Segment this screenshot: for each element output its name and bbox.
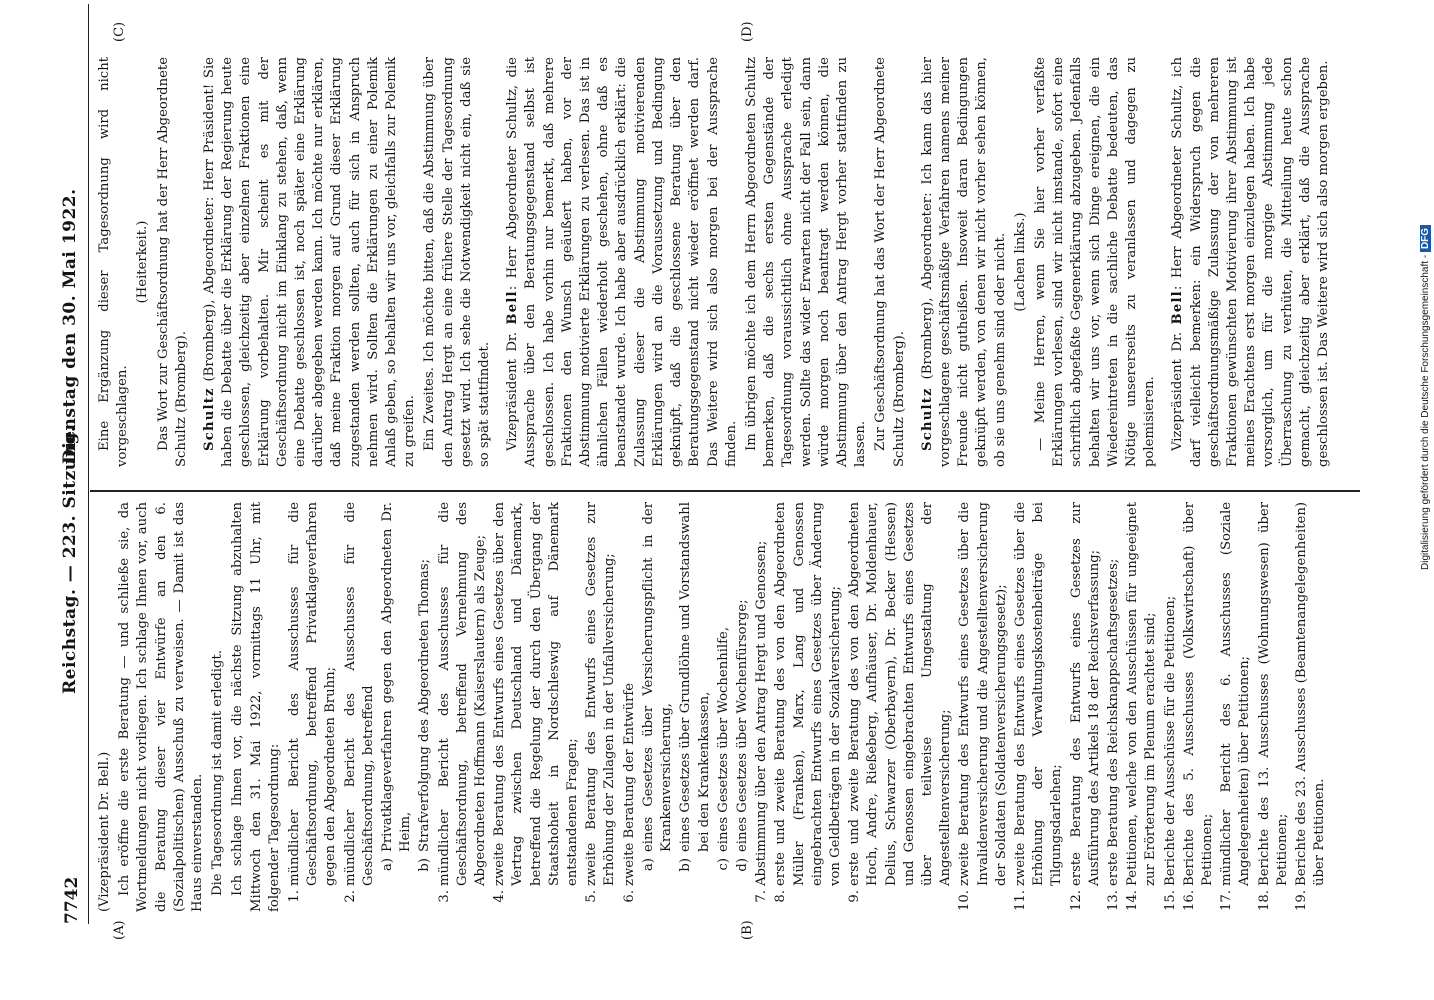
agenda-item-number: 1. <box>287 890 303 903</box>
margin-marker-d: (D) <box>740 21 755 42</box>
agenda-item <box>677 502 713 912</box>
agenda-item-number: 2. <box>342 890 358 903</box>
agenda-item-number: 7. <box>754 890 770 903</box>
agenda-item-text: mündlicher Bericht des 6. Ausschusses (Soziale Angelegenheiten) über Petitionen; <box>1219 502 1253 886</box>
agenda-item-text: Berichte des 23. Ausschusses (Beamtenangelegenheiten) über Petitionen. <box>1294 502 1328 886</box>
paragraph: Das Wort zur Geschäftsordnung hat der Herr Abgeordnete Schultz (Bromberg). <box>155 57 189 467</box>
agenda-item-number: 15. <box>1162 890 1178 911</box>
session-date: Dienstag den 30. Mai 1922. <box>60 188 80 464</box>
agenda-item <box>753 502 771 912</box>
agenda-item-text: zweite Beratung des Entwurfs eines Gesetzes zur Erhöhung der Zulagen in der Unfallversicherung; <box>584 502 618 886</box>
agenda-item <box>491 502 582 912</box>
paragraph: Ein Zweites. Ich möchte bitten, daß die Abstimmung über den Antrag Hergt an eine frühere Stelle der Tagesordnung gesetzt wird. Ich sehe die Notwendigkeit nicht ein, daß sie so spät stattfindet. <box>422 57 493 467</box>
left-column <box>96 502 1330 912</box>
agenda-item-text: eines Gesetzes über Wochenfürsorge; <box>734 599 750 852</box>
agenda-item-number: 10. <box>957 890 973 911</box>
speech-text: : Herr Abgeordneter Schultz, ich darf vielleicht bemerken: ein Widerspruch gegen die geschäftsordnungsmäßige Zulassung der von mehreren Fraktionen gewünschten Motivierung ihrer Abstimmung ist meines Erachtens erst morgen einzulegen haben. Ich habe vorsorglich, um für die morgige Abstimmung jede Überraschung zu verhüten, die Mitteilung heute schon gemacht, gleichzeitig aber erklärt, daß die Aussprache geschlossen ist. Das Weitere wird sich also morgen ergeben. <box>1170 57 1331 467</box>
speaker-name: Bell <box>505 290 521 325</box>
agenda-item-number: c) <box>715 858 731 871</box>
paragraph: — Meine Herren, wenn Sie hier vorher verfaßte Erklärungen vorlesen, sind wir nicht imstande, sofort eine schriftlich abgefaßte Gegenerklärung abzugeben. Jedenfalls behalten wir uns vor, wenn sich Dinge ereignen, die ein Wiedereintreten in die sachliche Debatte bedeuten, das Nötige unsererseits zu veranlassen und dagegen zu polemisieren. <box>1032 57 1158 467</box>
interjection: (Heiterkeit.) <box>135 220 151 304</box>
speaker-name: Bell <box>1170 290 1186 325</box>
agenda-item-number: 14. <box>1125 890 1141 911</box>
agenda-item-number: b) <box>678 858 694 872</box>
agenda-item-number: 16. <box>1181 890 1197 911</box>
agenda-item-text: Berichte des 13. Ausschusses (Wohnungswesen) über Petitionen; <box>1256 502 1290 886</box>
agenda-item <box>1218 502 1254 912</box>
agenda-item <box>286 502 341 912</box>
agenda-item <box>1068 502 1104 912</box>
agenda-item-text: Berichte des 5. Ausschusses (Volkswirtschaft) über Petitionen; <box>1181 502 1215 886</box>
agenda-item-number: 3. <box>436 890 452 903</box>
paragraph: Zur Geschäftsordnung hat das Wort der Herr Abgeordnete Schultz (Bromberg). <box>873 57 907 467</box>
speaker-title: Vizepräsident Dr. <box>1170 324 1186 451</box>
agenda-item-number: 9. <box>847 890 863 903</box>
agenda-item-text: mündlicher Bericht des Ausschusses für die Geschäftsordnung, betreffend Vernehmung des Abgeordneten Hoffmann (Kaiserslautern) als Zeuge; <box>436 502 489 886</box>
header-rule <box>88 4 89 924</box>
dfg-logo: DFG <box>1420 225 1431 252</box>
speaker-name: Schultz <box>202 387 218 451</box>
paragraph: Eine Ergänzung dieser Tagesordnung wird nicht vorgeschlagen. <box>97 57 131 467</box>
agenda-item-text: zweite Beratung des Entwurfs eines Gesetzes über die Erhöhung der Verwaltungskostenbeiträge bei Tilgungsdarlehen; <box>1012 502 1065 886</box>
agenda-item-text: zweite Beratung des Entwurfs eines Gesetzes über die Invalidenversicherung und die Angestelltenversicherung der Soldaten (Soldatenversicherungsgesetz); <box>957 502 1009 886</box>
agenda-item <box>772 502 845 912</box>
agenda-item-number: a) <box>380 858 396 872</box>
speech-text: : Herr Abgeordneter Schultz, die Aussprache über den Beratungsgegenstand selbst ist geschlossen. Ich habe vorhin nur bemerkt, daß mehrere Fraktionen den Wunsch geäußert haben, vor der Abstimmung motivierte Erklärungen zu verlesen. Das ist in ähnlichen Fällen wiederholt geschehen, ohne daß es beanstandet wurde. Ich habe aber ausdrücklich erklärt: die Zulassung dieser die Abstimmung motivierenden Erklärungen wird an die Voraussetzung und Bedingung geknüpft, daß die geschlossene Beratung über den Beratungsgegenstand nicht wieder eröffnet werden darf. Das Weitere wird sich also morgen bei der Aussprache finden. <box>505 57 739 467</box>
agenda-item <box>956 502 1011 912</box>
agenda-item <box>583 502 619 912</box>
agenda-item-text: erste und zweite Beratung des von den Abgeordneten Müller (Franken), Marx, Lang und Genossen eingebrachten Entwurfs eines Gesetzes über Änderung von Geldbeträgen in der Sozialversicherung; <box>773 502 843 886</box>
agenda-item-text: zweite Beratung der Entwürfe <box>621 682 637 886</box>
agenda-item-number: 13. <box>1105 890 1121 911</box>
agenda-item <box>436 502 491 912</box>
speech-text: (Bromberg), Abgeordneter: Herr Präsident! Sie haben die Debatte über die Erklärung der Regierung heute geschlossen, gleichzeitig aber einzelnen Fraktionen eine Erklärung vorbehalten. Mir scheint es mit der Geschäftsordnung nicht im Einklang zu stehen, daß, wenn eine Debatte geschlossen ist, noch später eine Erklärung darüber abgegeben werden kann. Ich möchte nur erklären, daß meine Fraktion morgen auf Grund dieser Erklärung zugestanden werden sollten, auch für sich in Anspruch nehmen wird. Sollten die Erklärungen zu einer Polemik Anlaß geben, so behalten wir uns vor, gleichfalls zur Polemik zu greifen. <box>202 57 418 467</box>
speech-bell <box>1169 57 1333 467</box>
agenda-item <box>1012 502 1067 912</box>
margin-marker-b: (B) <box>740 920 755 940</box>
agenda-item-number: 19. <box>1294 890 1309 911</box>
agenda-item-text: Petitionen, welche von den Ausschüssen für ungeeignet zur Erörterung im Plenum erachtet sind; <box>1125 502 1159 886</box>
agenda-item-number: 6. <box>621 890 637 903</box>
agenda-item <box>715 502 733 912</box>
agenda-item <box>1105 502 1123 912</box>
agenda-item-number: 11. <box>1012 890 1028 911</box>
agenda-item-text: mündlicher Bericht des Ausschusses für die Geschäftsordnung, betreffend <box>342 502 376 886</box>
agenda-item <box>379 502 415 912</box>
agenda-item <box>1124 502 1160 912</box>
agenda-item-text: zweite Beratung des Entwurfs eines Gesetzes über den Vertrag zwischen Deutschland und Dänemark, betreffend die Regelung der durch den Übergang der Staatshoheit in Nordschleswig auf Dänemark entstandenen Fragen; <box>492 502 581 886</box>
margin-marker-c: (C) <box>112 21 127 42</box>
agenda-item <box>1293 502 1329 912</box>
paragraph: Ich schlage Ihnen vor, die nächste Sitzung abzuhalten Mittwoch den 31. Mai 1922, vormittags 11 Uhr, mit folgender Tagesordnung: <box>230 502 282 912</box>
agenda-item-text: eines Gesetzes über Grundlöhne und Vorstandswahl bei den Krankenkassen, <box>678 502 712 852</box>
speech-bell <box>504 57 741 467</box>
agenda-item <box>1181 502 1217 912</box>
agenda-item-number: 17. <box>1219 890 1235 911</box>
speaker-title: Vizepräsident Dr. <box>505 324 521 451</box>
agenda-item-text: mündlicher Bericht des Ausschusses für die Geschäftsordnung, betreffend Privatklageverfahren gegen den Abgeordneten Bruhn; <box>287 502 339 886</box>
agenda-item <box>621 502 639 912</box>
stamp-text: Digitalisierung gefördert durch die Deutsche Forschungsgemeinschaft - <box>1420 254 1431 570</box>
agenda-item <box>416 502 434 912</box>
interjection: (Lachen links.) <box>1012 212 1028 312</box>
speech-text: (Bromberg), Abgeordneter: Ich kann das hier vorgeschlagene geschäftsmäßige Verfahren namens meiner Freunde nicht gutheißen. Insoweit daran Bedingungen geknüpft werden, von denen wir nicht vorher sehen können, ob sie uns genehm sind oder nicht. <box>919 57 1008 467</box>
agenda-item-text: erste Beratung des Entwurfs eines Gesetzes zur Ausführung des Artikels 18 der Reichsverfassung; <box>1068 502 1102 886</box>
right-column <box>96 57 1335 467</box>
agenda-item-text: Abstimmung über den Antrag Hergt und Genossen; <box>754 540 770 886</box>
paragraph: Die Tagesordnung ist damit erledigt. <box>210 650 226 896</box>
agenda-item <box>1162 502 1180 912</box>
agenda-item-text: Privatklageverfahren gegen den Abgeordneten Dr. Heim, <box>380 502 414 852</box>
paragraph: Im übrigen möchte ich dem Herrn Abgeordneten Schultz bemerken, daß die sechs ersten Gegenstände der Tagesordnung voraussichtlich ohne Aussprache erledigt werden. Sollte das wider Erwarten nicht der Fall sein, dann würde morgen noch beantragt werden können, die Abstimmung über den Antrag Hergt vorher stattfinden zu lassen. <box>743 57 869 467</box>
agenda-item <box>342 502 378 912</box>
agenda-item-number: b) <box>417 858 433 872</box>
page-number: 7742 <box>62 876 82 924</box>
agenda-item-text: erste Beratung des Reichsknappschaftsgesetzes; <box>1105 558 1121 886</box>
margin-marker-a: (A) <box>112 920 127 940</box>
agenda-item-number: 18. <box>1256 890 1272 911</box>
agenda-item <box>640 502 676 912</box>
agenda-item-number: 8. <box>773 890 789 903</box>
agenda-item-text: Strafverfolgung des Abgeordneten Thomas; <box>417 558 433 852</box>
agenda-item-text: eines Gesetzes über Versicherungspflicht in der Krankenversicherung, <box>640 502 675 852</box>
session-title: Reichstag. — 223. Sitzung. <box>60 425 80 694</box>
page-header <box>50 4 90 924</box>
agenda-item-number: 12. <box>1068 890 1084 911</box>
agenda-item <box>1256 502 1292 912</box>
agenda-item <box>734 502 752 912</box>
agenda-item-number: a) <box>640 858 656 872</box>
speaker-name: Schultz <box>919 387 935 451</box>
speech-schultz <box>919 57 1010 467</box>
agenda-item-text: Berichte der Ausschüsse für die Petitionen; <box>1162 595 1178 886</box>
agenda-item-text: eines Gesetzes über Wochenhilfe, <box>715 626 731 852</box>
agenda-item-text: erste und zweite Beratung des von den Abgeordneten Hoch, Andre, Rießeberg, Aufhäuser, Dr. Moldenhauer, Delius, Schwarzer (Oberbayern), Dr. Becker (Hessen) und Genossen eingebrachten Entwurfs eines Gesetzes über teilweise Umgestaltung der Angestelltenversicherung; <box>847 502 954 886</box>
agenda-list <box>286 502 1329 912</box>
agenda-item-number: d) <box>734 858 750 872</box>
paragraph: Ich eröffne die erste Beratung — und schließe sie, da Wortmeldungen nicht vorliegen. Ich schlage Ihnen vor, auch die Beratung dieser vier Entwürfe an den 6. (Sozialpolitischen) Ausschuß zu verweisen. — Damit ist das Haus einverstanden. <box>117 502 206 912</box>
column-divider <box>90 490 1360 492</box>
agenda-item-number: 4. <box>492 890 508 903</box>
agenda-item <box>846 502 955 912</box>
agenda-item-number: 5. <box>584 890 600 903</box>
digitization-stamp <box>1420 10 1432 570</box>
speech-schultz <box>201 57 419 467</box>
speaker-note: (Vizepräsident Dr. Bell.) <box>97 751 112 912</box>
